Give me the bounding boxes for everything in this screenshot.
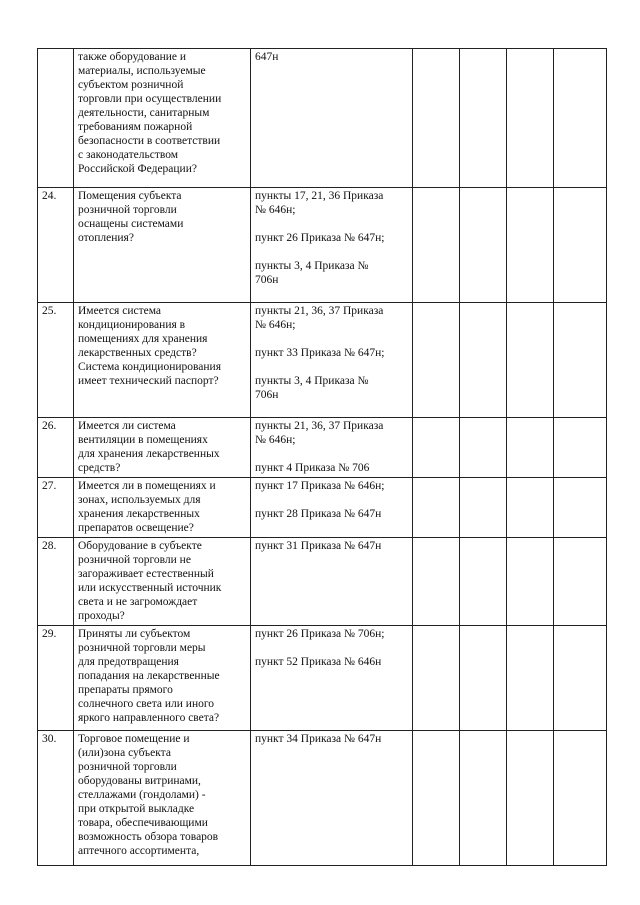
answer-cell[interactable] bbox=[554, 418, 607, 478]
requirement-reference: пункт 4 Приказа № 706 bbox=[255, 462, 370, 474]
requirement-gap bbox=[255, 493, 408, 507]
requirements-cell bbox=[251, 478, 413, 538]
answer-cell[interactable] bbox=[554, 303, 607, 418]
row-number: 29. bbox=[38, 626, 74, 731]
requirement-reference: пункт 26 Приказа № 647н; bbox=[255, 232, 385, 244]
row-number: 30. bbox=[38, 731, 74, 866]
requirement-reference: пункт 26 Приказа № 706н; bbox=[255, 628, 385, 640]
answer-cell[interactable] bbox=[413, 303, 460, 418]
answer-cell[interactable] bbox=[554, 626, 607, 731]
answer-cell[interactable] bbox=[413, 49, 460, 188]
answer-cell[interactable] bbox=[460, 49, 507, 188]
table-body bbox=[38, 49, 607, 866]
answer-cell[interactable] bbox=[507, 49, 554, 188]
table-row bbox=[38, 478, 607, 538]
answer-cell[interactable] bbox=[507, 303, 554, 418]
answer-cell[interactable] bbox=[413, 538, 460, 626]
table-row bbox=[38, 626, 607, 731]
row-number: 27. bbox=[38, 478, 74, 538]
requirement-gap bbox=[255, 332, 408, 346]
answer-cell[interactable] bbox=[413, 188, 460, 303]
answer-cell[interactable] bbox=[507, 731, 554, 866]
row-number: 24. bbox=[38, 188, 74, 303]
requirements-cell bbox=[251, 731, 413, 866]
answer-cell[interactable] bbox=[507, 626, 554, 731]
question-cell: также оборудование и материалы, используемые субъектом розничной торговли при осуществлении деятельности, санитарным требованиям пожарной безопасности в соответствии с законодательством Российской Федерации? bbox=[74, 49, 251, 188]
answer-cell[interactable] bbox=[554, 478, 607, 538]
table-row bbox=[38, 418, 607, 478]
requirements-cell bbox=[251, 418, 413, 478]
row-number bbox=[38, 49, 74, 188]
requirement-reference: пункт 33 Приказа № 647н; bbox=[255, 347, 385, 359]
requirements-cell bbox=[251, 49, 413, 188]
answer-cell[interactable] bbox=[460, 538, 507, 626]
requirement-gap bbox=[255, 360, 408, 374]
answer-cell[interactable] bbox=[460, 731, 507, 866]
answer-cell[interactable] bbox=[413, 731, 460, 866]
table-row bbox=[38, 303, 607, 418]
table-row bbox=[38, 188, 607, 303]
answer-cell[interactable] bbox=[413, 626, 460, 731]
requirements-cell bbox=[251, 303, 413, 418]
question-cell: Имеется ли система вентиляции в помещениях для хранения лекарственных средств? bbox=[74, 418, 251, 478]
question-cell: Помещения субъекта розничной торговли оснащены системами отопления? bbox=[74, 188, 251, 303]
requirement-reference: пункт 31 Приказа № 647н bbox=[255, 540, 382, 552]
answer-cell[interactable] bbox=[460, 303, 507, 418]
requirement-reference: пункты 3, 4 Приказа № 706н bbox=[255, 260, 369, 286]
requirement-reference: пункты 21, 36, 37 Приказа № 646н; bbox=[255, 420, 384, 446]
requirement-reference: пункт 34 Приказа № 647н bbox=[255, 733, 382, 745]
answer-cell[interactable] bbox=[507, 538, 554, 626]
requirement-gap bbox=[255, 641, 408, 655]
answer-cell[interactable] bbox=[507, 188, 554, 303]
answer-cell[interactable] bbox=[554, 538, 607, 626]
requirement-reference: пункт 52 Приказа № 646н bbox=[255, 656, 382, 668]
row-number: 26. bbox=[38, 418, 74, 478]
answer-cell[interactable] bbox=[507, 478, 554, 538]
table-row bbox=[38, 49, 607, 188]
table-row bbox=[38, 538, 607, 626]
requirements-cell bbox=[251, 626, 413, 731]
requirement-reference: пункт 17 Приказа № 646н; bbox=[255, 480, 385, 492]
answer-cell[interactable] bbox=[460, 478, 507, 538]
answer-cell[interactable] bbox=[460, 188, 507, 303]
question-cell: Имеется ли в помещениях и зонах, используемых для хранения лекарственных препаратов освещение? bbox=[74, 478, 251, 538]
table-row bbox=[38, 731, 607, 866]
answer-cell[interactable] bbox=[554, 49, 607, 188]
requirement-reference: пункт 28 Приказа № 647н bbox=[255, 508, 382, 520]
answer-cell[interactable] bbox=[460, 626, 507, 731]
requirement-gap bbox=[255, 245, 408, 259]
requirement-gap bbox=[255, 447, 408, 461]
question-cell: Имеется система кондиционирования в помещениях для хранения лекарственных средств? Система кондиционирования имеет технический паспорт? bbox=[74, 303, 251, 418]
answer-cell[interactable] bbox=[507, 418, 554, 478]
row-number: 28. bbox=[38, 538, 74, 626]
question-cell: Оборудование в субъекте розничной торговли не загораживает естественный или искусственный источник света и не загромождает проходы? bbox=[74, 538, 251, 626]
requirement-reference: пункты 3, 4 Приказа № 706н bbox=[255, 375, 369, 401]
answer-cell[interactable] bbox=[554, 731, 607, 866]
row-number: 25. bbox=[38, 303, 74, 418]
requirements-cell bbox=[251, 188, 413, 303]
question-cell: Торговое помещение и (или)зона субъекта розничной торговли оборудованы витринами, стеллажами (гондолами) - при открытой выкладке товара, обеспечивающими возможность обзора товаров аптечного ассортимента, bbox=[74, 731, 251, 866]
requirement-gap bbox=[255, 217, 408, 231]
checklist-table bbox=[37, 48, 607, 866]
answer-cell[interactable] bbox=[460, 418, 507, 478]
question-cell: Приняты ли субъектом розничной торговли меры для предотвращения попадания на лекарственные препараты прямого солнечного света или иного яркого направленного света? bbox=[74, 626, 251, 731]
requirements-cell bbox=[251, 538, 413, 626]
requirement-reference: пункты 21, 36, 37 Приказа № 646н; bbox=[255, 305, 384, 331]
answer-cell[interactable] bbox=[413, 418, 460, 478]
requirement-reference: 647н bbox=[255, 51, 279, 63]
answer-cell[interactable] bbox=[554, 188, 607, 303]
requirement-reference: пункты 17, 21, 36 Приказа № 646н; bbox=[255, 190, 384, 216]
answer-cell[interactable] bbox=[413, 478, 460, 538]
